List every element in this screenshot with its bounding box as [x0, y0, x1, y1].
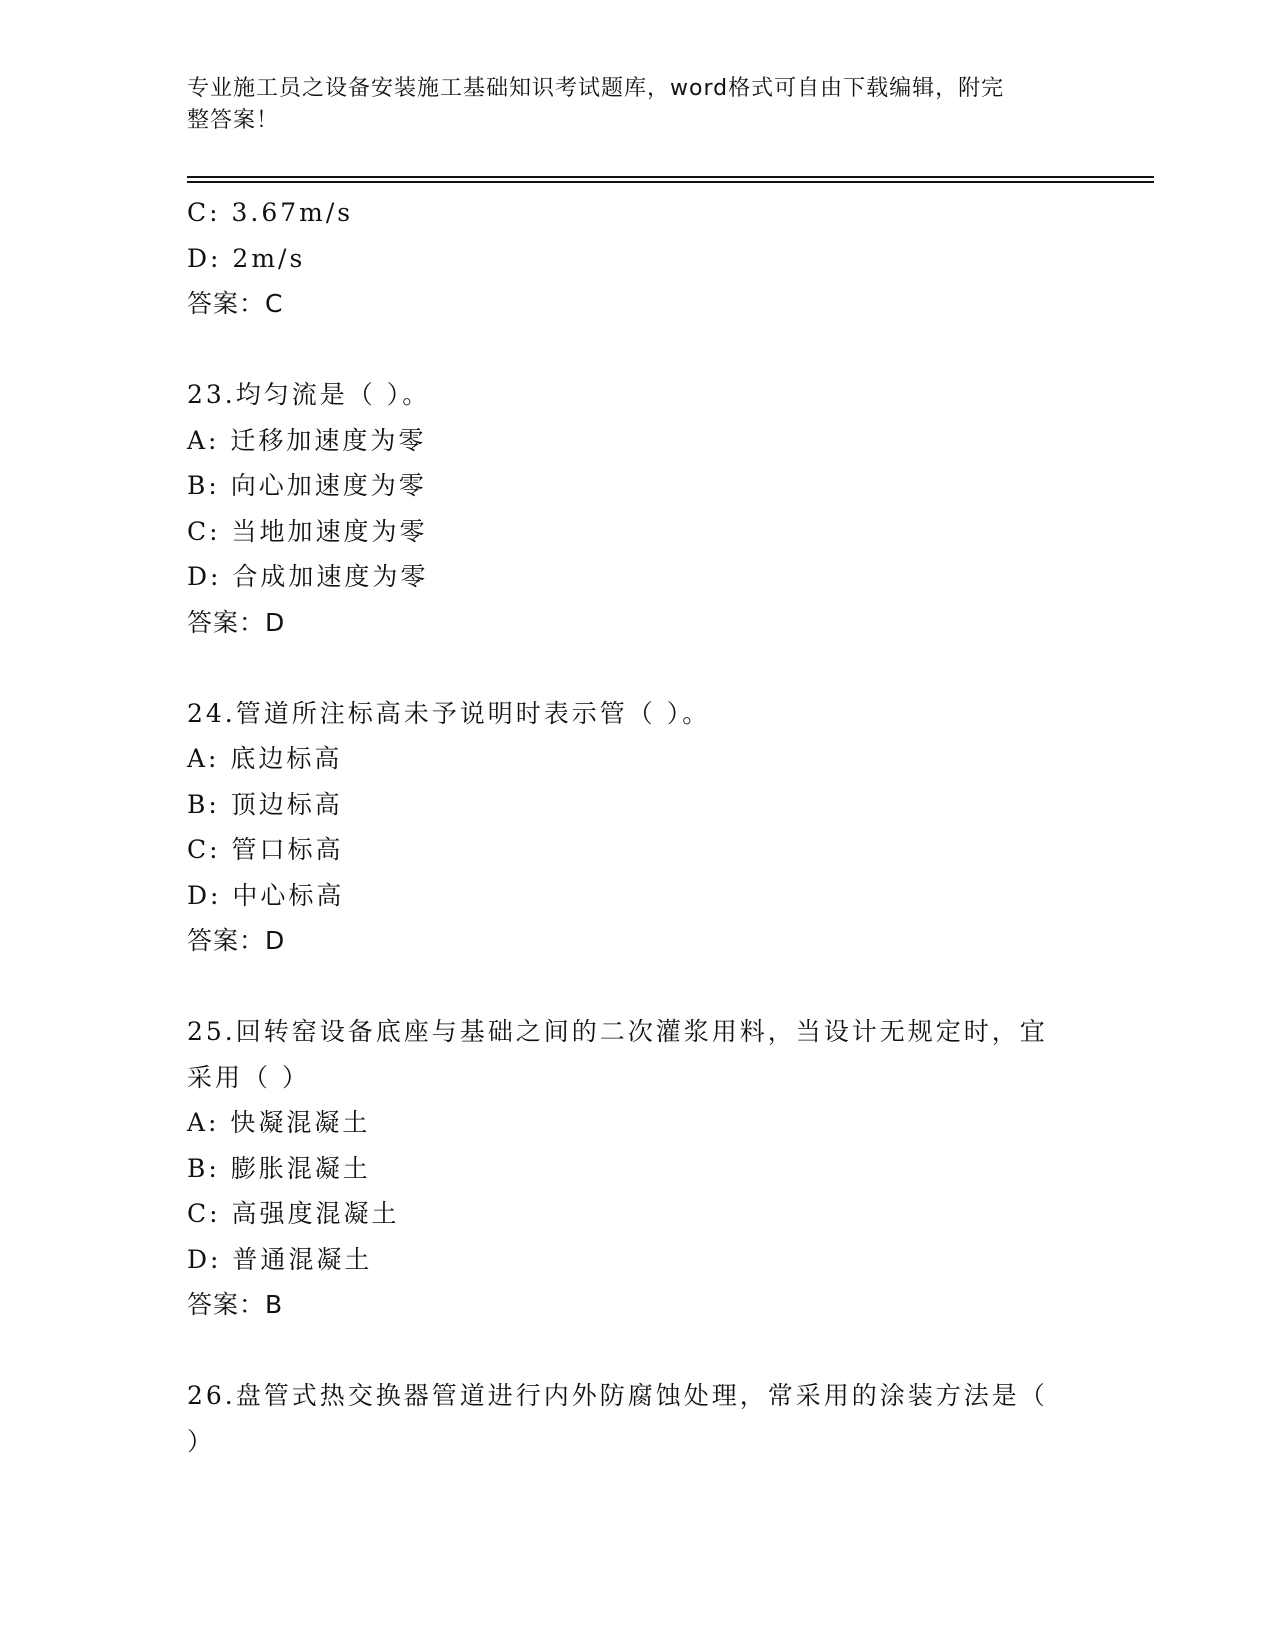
q25-stem-line-1: 25.回转窑设备底座与基础之间的二次灌浆用料，当设计无规定时，宜 — [187, 1017, 1048, 1046]
q23-option-d: D: 合成加速度为零 — [187, 562, 429, 591]
q26-stem-line-1: 26.盘管式热交换器管道进行内外防腐蚀处理，常采用的涂装方法是（ — [187, 1381, 1048, 1410]
q24-answer: 答案：D — [187, 926, 286, 955]
document-header — [187, 73, 1067, 137]
spacer — [187, 327, 1087, 373]
header-line-1: 专业施工员之设备安装施工基础知识考试题库，word格式可自由下载编辑，附完 — [187, 76, 1005, 101]
q25-option-c: C: 高强度混凝土 — [187, 1199, 400, 1228]
spacer — [187, 1328, 1087, 1374]
spacer — [187, 964, 1087, 1010]
q24-option-c: C: 管口标高 — [187, 835, 344, 864]
spacer — [187, 645, 1087, 691]
q23-option-b: B: 向心加速度为零 — [187, 471, 427, 500]
question-content — [187, 190, 1087, 1464]
q25-option-a: A: 快凝混凝土 — [187, 1108, 371, 1137]
q26-stem-line-2: ） — [187, 1426, 216, 1456]
q25-answer: 答案：B — [187, 1290, 284, 1319]
q23-option-a: A: 迁移加速度为零 — [187, 425, 427, 455]
header-divider-top — [187, 176, 1154, 178]
header-line-2: 整答案！ — [187, 108, 280, 133]
q24-option-a: A: 底边标高 — [187, 744, 343, 773]
q25-stem-line-2: 采用（ ） — [187, 1062, 310, 1092]
q23-answer: 答案：D — [187, 607, 286, 637]
q22-option-d: D: 2m/s — [187, 243, 306, 273]
header-divider-bottom — [187, 181, 1154, 183]
q24-stem: 24.管道所注标高未予说明时表示管（ ）。 — [187, 698, 711, 728]
q22-option-c: C: 3.67m/s — [187, 198, 354, 227]
q25-option-b: B: 膨胀混凝土 — [187, 1153, 371, 1183]
q23-option-c: C: 当地加速度为零 — [187, 516, 428, 546]
q24-option-b: B: 顶边标高 — [187, 789, 343, 819]
q24-option-d: D: 中心标高 — [187, 880, 345, 910]
q22-answer: 答案：C — [187, 289, 284, 318]
q23-stem: 23.均匀流是（ ）。 — [187, 380, 431, 409]
q25-option-d: D: 普通混凝土 — [187, 1244, 373, 1274]
